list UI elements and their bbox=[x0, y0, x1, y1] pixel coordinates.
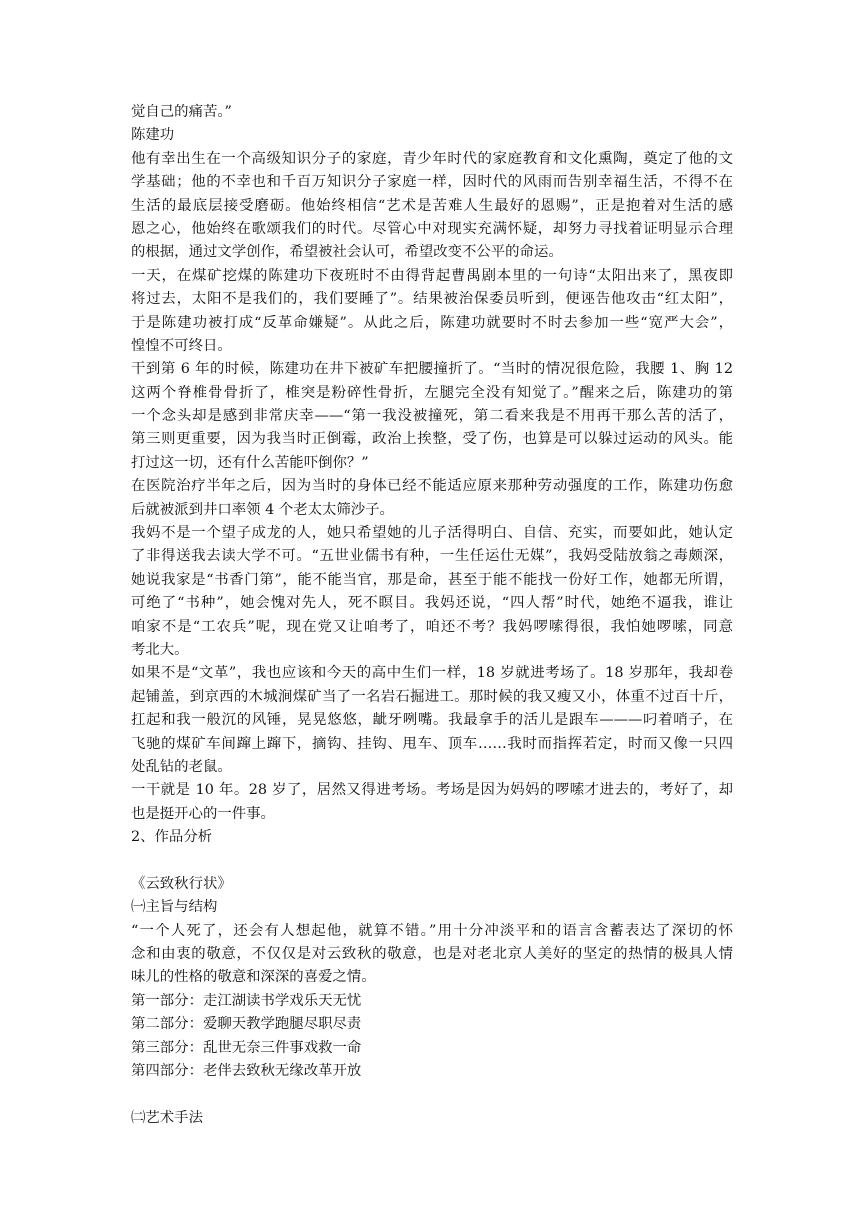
text-line: 生活的最底层接受磨砺。他始终相信“艺术是苦难人生最好的恩赐”，正是抱着对生活的感 bbox=[131, 197, 733, 214]
text-line: 恩之心，他始终在歌颂我们的时代。尽管心中对现实充满怀疑，却努力寻找着证明显示合理 bbox=[131, 220, 733, 237]
text-line: 惶惶不可终日。 bbox=[131, 337, 232, 354]
text-line: 处乱钻的老鼠。 bbox=[131, 758, 232, 775]
text-line: 第二部分：爱聊天教学跑腿尽职尽责 bbox=[131, 1016, 362, 1033]
text-line: 她说我家是“书香门第”，能不能当官，那是命，甚至于能不能找一份好工作，她都无所谓， bbox=[131, 571, 733, 588]
text-line: 一天，在煤矿挖煤的陈建功下夜班时不由得背起曹禺剧本里的一句诗“太阳出来了，黑夜即 bbox=[131, 267, 733, 284]
text-line: 了非得送我去读大学不可。“五世业儒书有种，一生任运仕无媒”，我妈受陆放翁之毒颇深， bbox=[131, 548, 733, 565]
text-line: 如果不是“文革”，我也应该和今天的高中生们一样，18 岁就进考场了。18 岁那年，我却卷 bbox=[131, 665, 733, 682]
text-line: 第三则更重要，因为我当时正倒霉，政治上挨整，受了伤，也算是可以躲过运动的风头。能 bbox=[131, 431, 733, 448]
text-line: 可绝了“书种”，她会愧对先人，死不瞑目。我妈还说，“四人帮”时代，她绝不逼我，谁让 bbox=[131, 595, 733, 612]
text-line: 陈建功 bbox=[131, 127, 175, 144]
text-line: 干到第 6 年的时候，陈建功在井下被矿车把腰撞折了。“当时的情况很危险，我腰 1、胸 12 bbox=[131, 361, 733, 378]
document-page bbox=[131, 101, 733, 1130]
blank-line bbox=[131, 1083, 733, 1106]
text-line: 考北大。 bbox=[131, 641, 189, 658]
text-line: 的根据，通过文学创作，希望被社会认可，希望改变不公平的命运。 bbox=[131, 244, 563, 261]
text-line: 扛起和我一般沉的风锤，晃晃悠悠，龇牙咧嘴。我最拿手的活儿是跟车———叼着哨子，在 bbox=[131, 712, 733, 729]
text-line: 咱家不是“工农兵”呢，现在党又让咱考了，咱还不考？我妈啰嗦得很，我怕她啰嗦，同意 bbox=[131, 618, 733, 635]
text-line: 觉自己的痛苦。” bbox=[131, 104, 232, 120]
text-line: 飞驰的煤矿车间蹿上蹿下，摘钩、挂钩、甩车、顶车……我时而指挥若定，时而又像一只四 bbox=[131, 735, 733, 752]
text-line: “一个人死了，还会有人想起他，就算不错。”用十分冲淡平和的语言含蓄表达了深切的怀 bbox=[131, 922, 733, 939]
text-line: 打过这一切，还有什么苦能吓倒你？” bbox=[131, 454, 369, 471]
text-line: ㈡艺术手法 bbox=[131, 1109, 203, 1126]
text-line: 《云致秋行状》 bbox=[131, 875, 232, 892]
text-line: 后就被派到井口率领 4 个老太太筛沙子。 bbox=[131, 501, 394, 518]
text-line: 念和由衷的敬意，不仅仅是对云致秋的敬意，也是对老北京人美好的坚定的热情的极具人情 bbox=[131, 946, 733, 963]
text-line: 第一部分：走江湖读书学戏乐天无忧 bbox=[131, 992, 362, 1009]
blank-line bbox=[131, 850, 733, 873]
text-line: 我妈不是一个望子成龙的人，她只希望她的儿子活得明白、自信、充实，而要如此，她认定 bbox=[131, 525, 733, 542]
text-line: 在医院治疗半年之后，因为当时的身体已经不能适应原来那种劳动强度的工作，陈建功伤愈 bbox=[131, 478, 733, 495]
text-line: 学基础；他的不幸也和千百万知识分子家庭一样，因时代的风雨而告别幸福生活，不得不在 bbox=[131, 174, 733, 191]
text-line: 第四部分：老伴去致秋无缘改革开放 bbox=[131, 1063, 362, 1080]
text-line: 将过去，太阳不是我们的，我们要睡了”。结果被治保委员听到，便诬告他攻击“红太阳”， bbox=[131, 291, 733, 308]
text-line: 第三部分：乱世无奈三件事戏救一命 bbox=[131, 1039, 362, 1056]
text-line: 于是陈建功被打成“反革命嫌疑”。从此之后，陈建功就要时不时去参加一些“宽严大会”， bbox=[131, 314, 733, 331]
text-line: 这两个脊椎骨骨折了，椎突是粉碎性骨折，左腿完全没有知觉了。”醒来之后，陈建功的第 bbox=[131, 384, 733, 401]
text-line: ㈠主旨与结构 bbox=[131, 899, 218, 916]
text-line: 一个念头却是感到非常庆幸——“第一我没被撞死，第二看来我是不用再干那么苦的活了， bbox=[131, 408, 733, 425]
text-line: 也是挺开心的一件事。 bbox=[131, 805, 275, 822]
text-line: 一干就是 10 年。28 岁了，居然又得进考场。考场是因为妈妈的啰嗦才进去的，考好了，却 bbox=[131, 782, 733, 799]
text-line: 起铺盖，到京西的木城涧煤矿当了一名岩石掘进工。那时候的我又瘦又小，体重不过百十斤， bbox=[131, 688, 733, 705]
text-line: 味儿的性格的敬意和深深的喜爱之情。 bbox=[131, 969, 376, 986]
text-line: 2、作品分析 bbox=[131, 829, 213, 846]
text-line: 他有幸出生在一个高级知识分子的家庭，青少年时代的家庭教育和文化熏陶，奠定了他的文 bbox=[131, 150, 733, 167]
